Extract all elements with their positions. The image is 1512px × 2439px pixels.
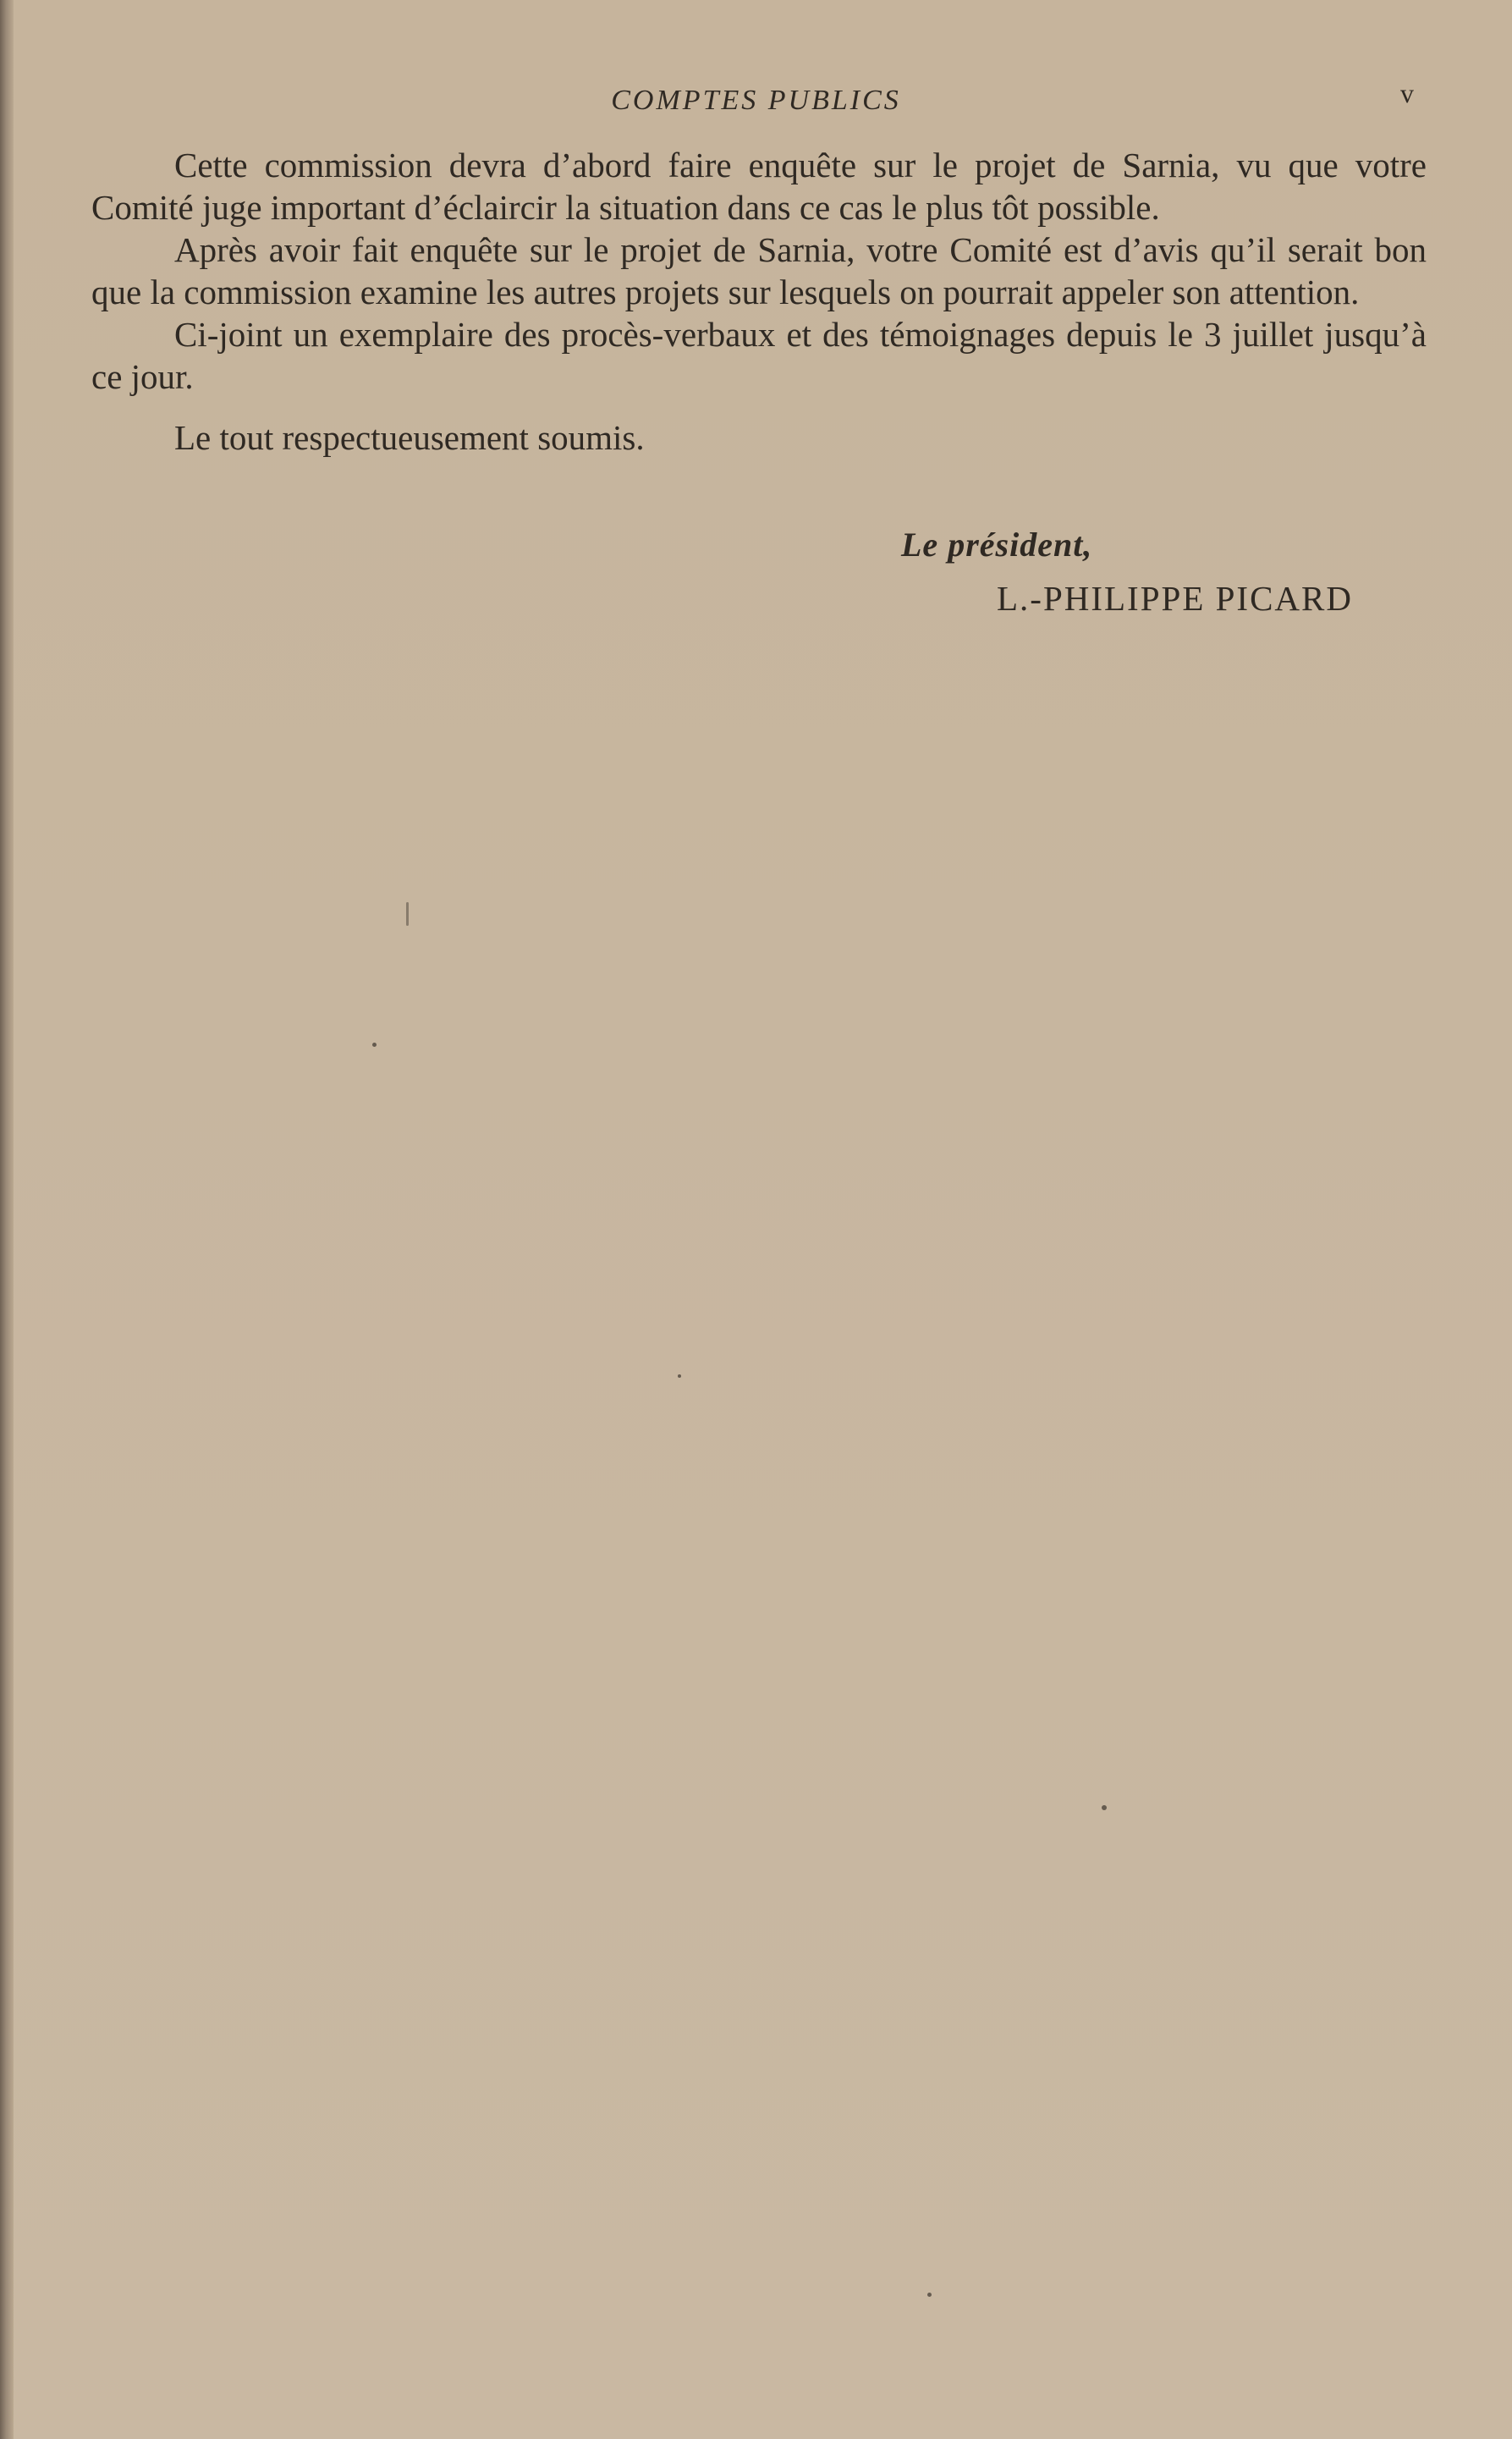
page-number: v [1400,78,1414,108]
paper-speck [927,2293,932,2297]
binding-edge [0,0,14,2439]
signature-name: L.-PHILIPPE PICARD [997,579,1353,618]
running-title: COMPTES PUBLICS [611,85,901,116]
paper-speck [678,1374,681,1378]
paper-speck [406,902,409,926]
closing-line: Le tout respectueusement soumis. [174,418,645,457]
running-head [0,85,1512,117]
signature-role: Le président, [901,526,1093,564]
paragraph: Ci-joint un exemplaire des procès-verbaux et des témoignages depuis le 3 juillet jusqu’à ce jour. [91,315,1427,396]
paragraph: Après avoir fait enquête sur le projet de Sarnia, votre Comité est d’avis qu’il serait bon que la commission examine les autres projets sur lesquels on pourrait appeler son attention. [91,230,1427,311]
body-text [91,144,1427,459]
paper-speck [372,1043,377,1047]
paper-speck [1102,1805,1107,1810]
paragraph: Cette commission devra d’abord faire enquête sur le projet de Sarnia, vu que votre Comité juge important d’éclaircir la situation dans ce cas le plus tôt possible. [91,146,1427,227]
